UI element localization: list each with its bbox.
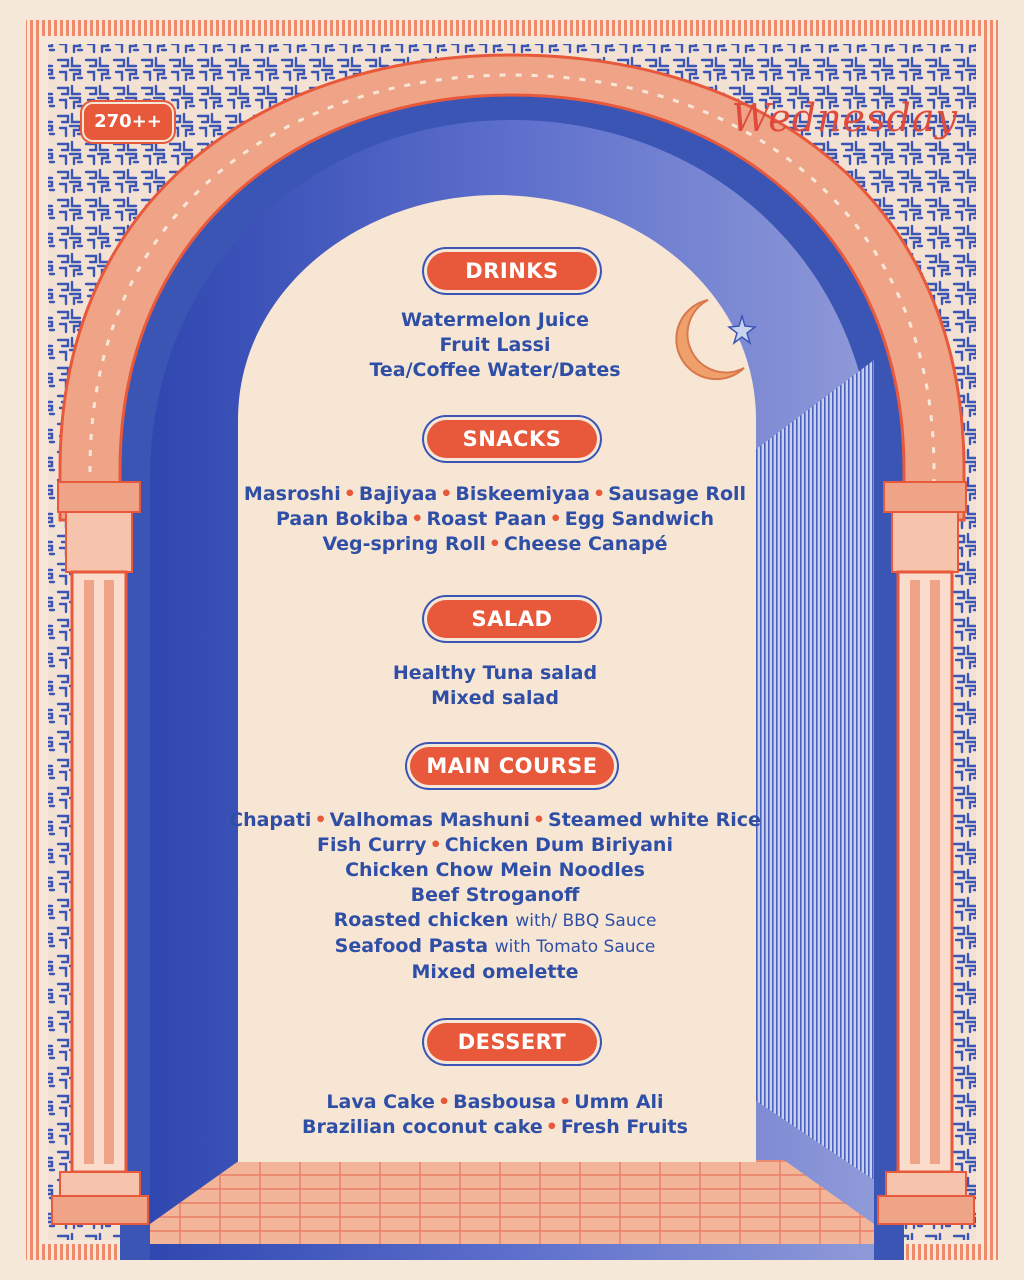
menu-item: Veg-spring Roll bbox=[322, 533, 486, 555]
menu-item: Bajiyaa bbox=[358, 483, 438, 505]
menu-item: Chapati bbox=[229, 809, 312, 831]
menu-item: Seafood Pasta bbox=[334, 935, 489, 957]
menu-item: Roast Paan bbox=[426, 508, 547, 530]
menu-item: Steamed white Rice bbox=[548, 809, 761, 831]
menu-item-note: with Tomato Sauce bbox=[494, 937, 656, 957]
menu-item: Healthy Tuna salad bbox=[392, 662, 598, 684]
menu-item: Paan Bokiba bbox=[275, 508, 409, 530]
main-course-heading: MAIN COURSE bbox=[410, 747, 614, 785]
drinks-heading: DRINKS bbox=[427, 252, 597, 290]
day-title: Wednesday bbox=[731, 96, 958, 140]
snacks-list: Masroshi • Bajiyaa • Biskeemiyaa • Sausage Roll Paan Bokiba • Roast Paan • Egg Sandwich Veg-spring Roll • Cheese Canapé bbox=[243, 483, 747, 555]
menu-item: Brazilian coconut cake bbox=[302, 1116, 543, 1138]
menu-item: Fish Curry bbox=[317, 834, 427, 856]
menu-item: Fresh Fruits bbox=[560, 1116, 688, 1138]
menu-item: Chicken Dum Biriyani bbox=[444, 834, 673, 856]
main-course-list: Chapati • Valhomas Mashuni • Steamed white Rice Fish Curry • Chicken Dum Biriyani Chicken Chow Mein Noodles Beef Stroganoff Roasted chicken with/ BBQ Sauce Seafood Pasta with Tomato Sauce Mixed omelette bbox=[200, 808, 790, 985]
menu-item: Valhomas Mashuni bbox=[329, 809, 530, 831]
snacks-heading: SNACKS bbox=[427, 420, 597, 458]
menu-item: Watermelon Juice bbox=[400, 309, 590, 331]
menu-item: Beef Stroganoff bbox=[410, 884, 580, 906]
menu-item: Egg Sandwich bbox=[564, 508, 715, 530]
menu-item: Mixed omelette bbox=[411, 961, 579, 983]
menu-item: Basbousa bbox=[453, 1091, 557, 1113]
menu-item: Lava Cake bbox=[326, 1091, 435, 1113]
menu-item: Umm Ali bbox=[574, 1091, 664, 1113]
menu-item: Biskeemiyaa bbox=[455, 483, 590, 505]
price-badge: 270++ bbox=[84, 104, 172, 140]
menu-item: Fruit Lassi bbox=[439, 334, 551, 356]
menu-item: Mixed salad bbox=[431, 687, 559, 709]
menu-item: Sausage Roll bbox=[608, 483, 747, 505]
drinks-list bbox=[200, 308, 790, 383]
menu-item: Tea/Coffee Water/Dates bbox=[369, 359, 621, 381]
menu-item: Roasted chicken bbox=[333, 909, 509, 931]
menu-item: Chicken Chow Mein Noodles bbox=[345, 859, 645, 881]
menu-item-note: with/ BBQ Sauce bbox=[515, 911, 657, 931]
dessert-heading: DESSERT bbox=[427, 1023, 597, 1061]
menu-item: Masroshi bbox=[243, 483, 341, 505]
dessert-list: Lava Cake • Basbousa • Umm Ali Brazilian coconut cake • Fresh Fruits bbox=[302, 1091, 688, 1138]
salad-list bbox=[200, 661, 790, 711]
menu-item: Cheese Canapé bbox=[503, 533, 668, 555]
salad-heading: SALAD bbox=[427, 600, 597, 638]
